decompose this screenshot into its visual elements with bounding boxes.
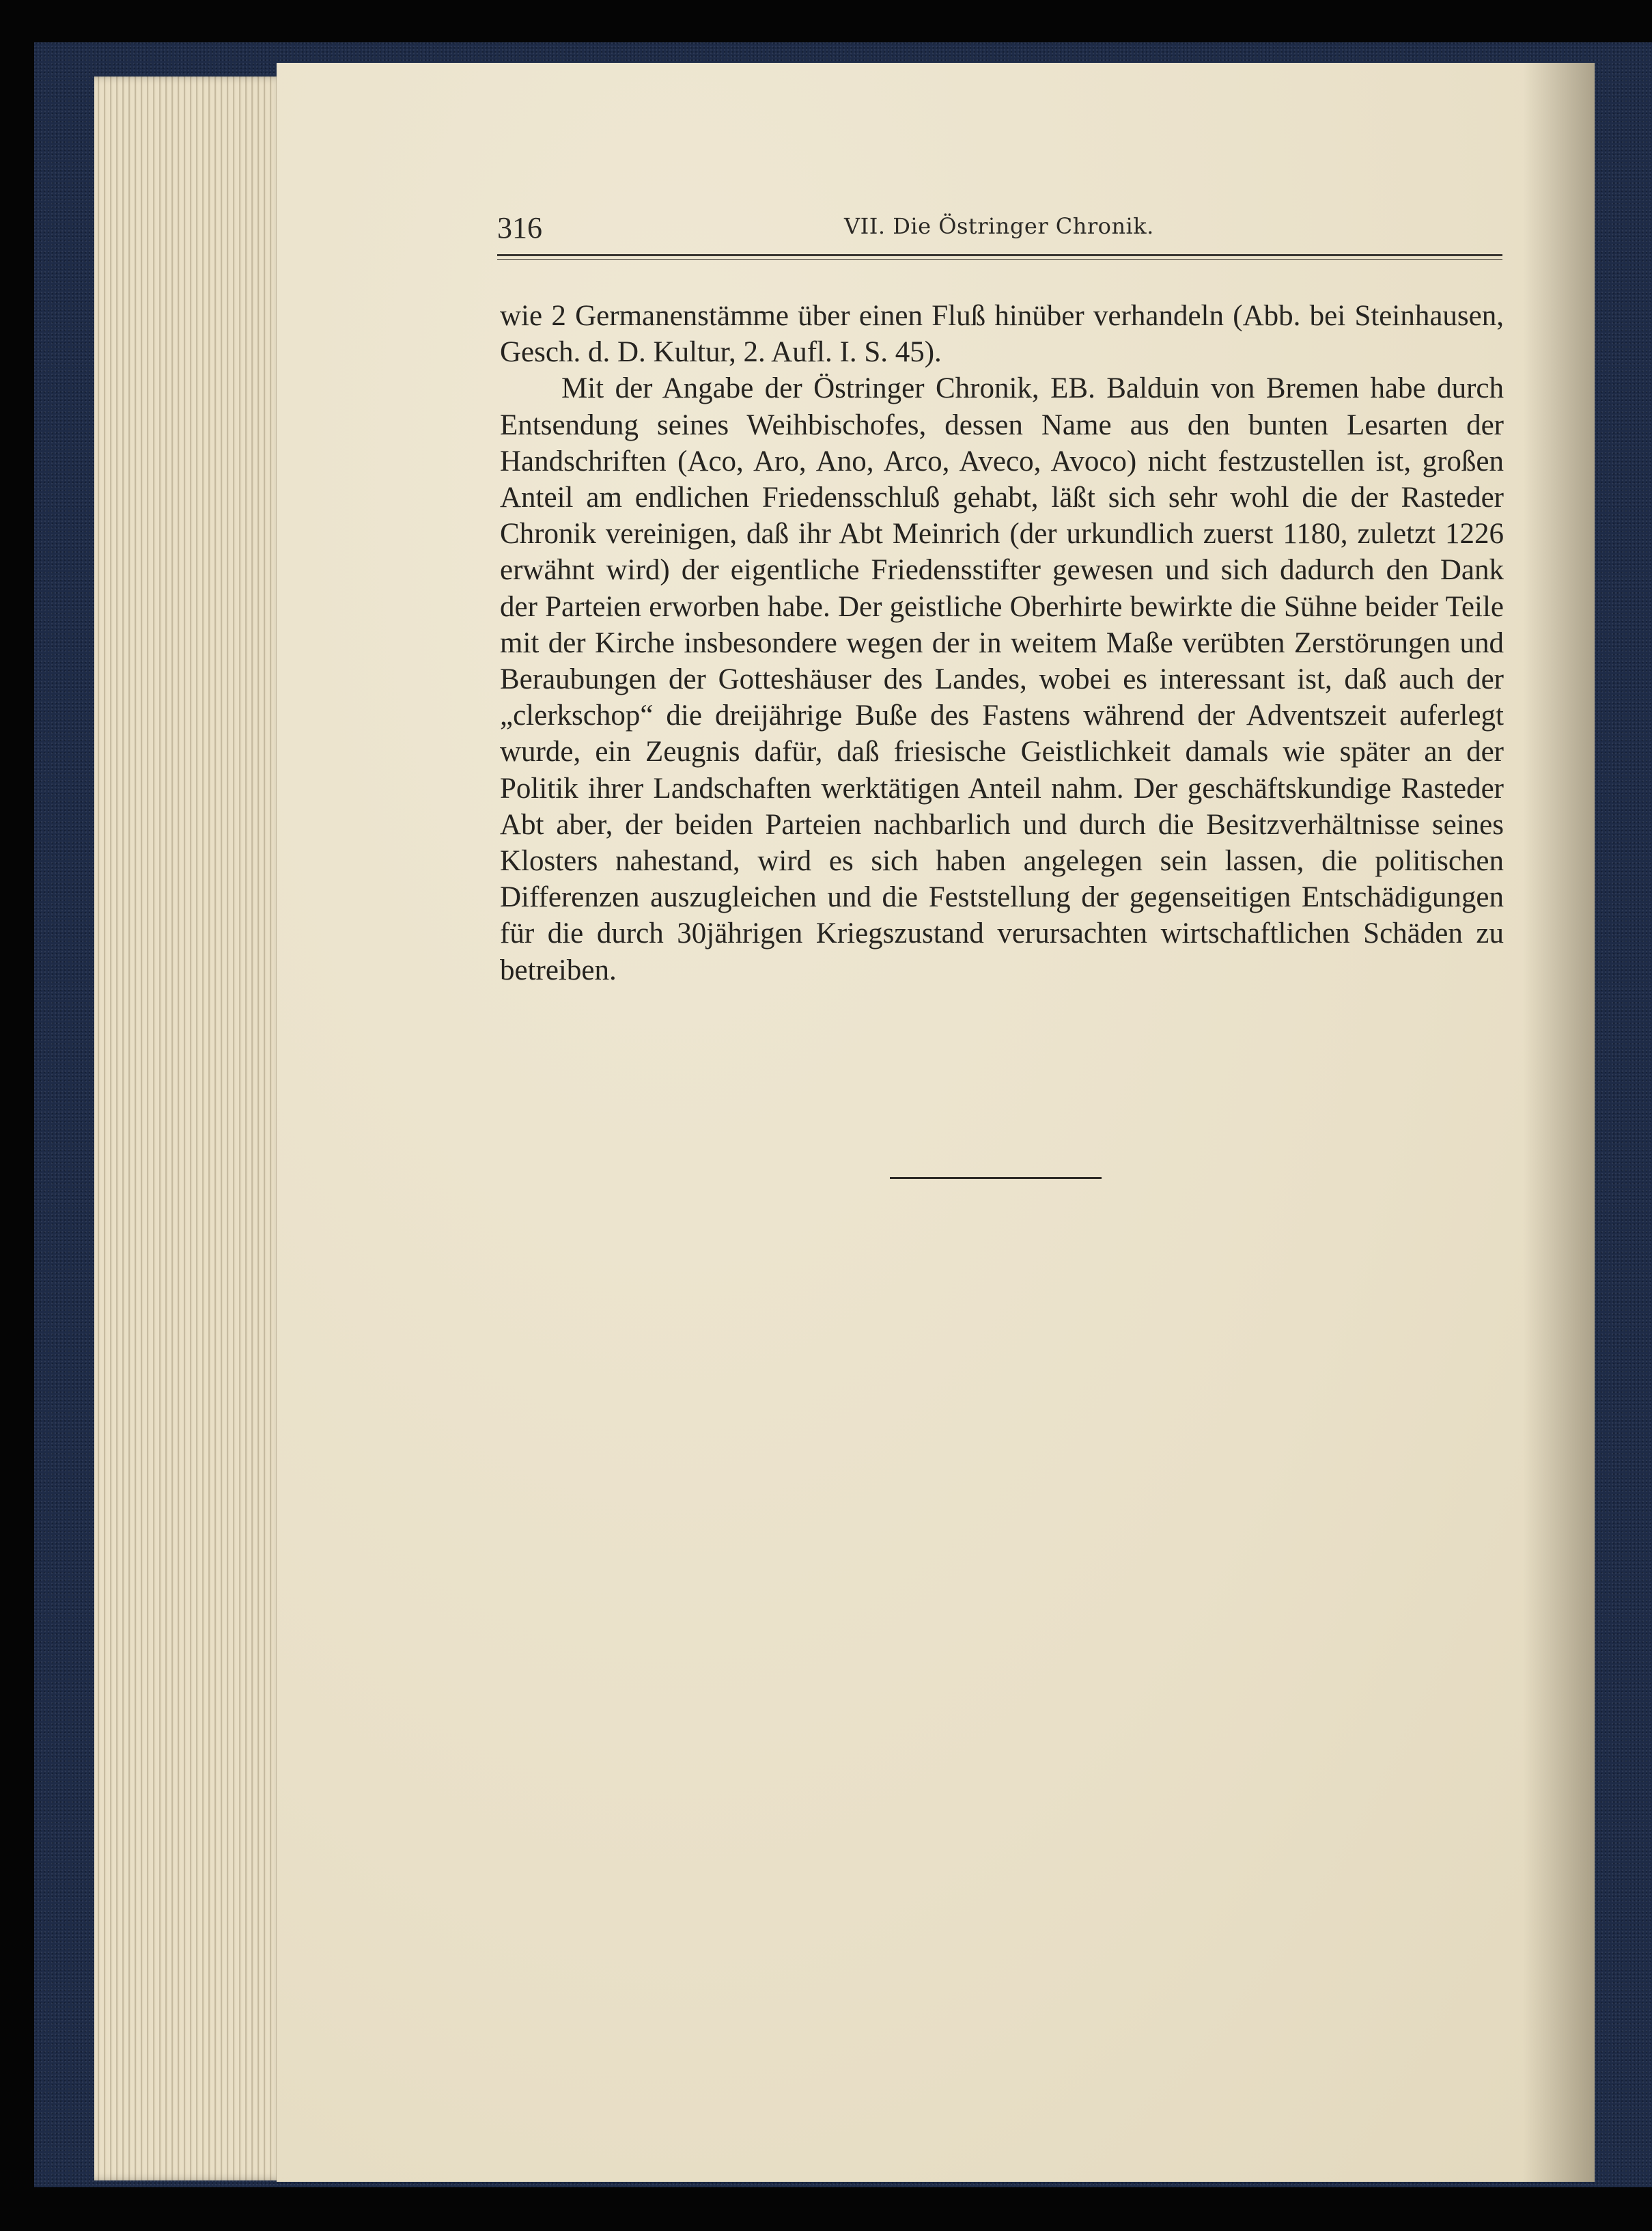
- page-header: [497, 205, 1502, 246]
- running-head: VII. Die Östringer Chronik.: [844, 213, 1154, 239]
- paragraph-2: Mit der Angabe der Östringer Chronik, EB. Balduin von Bremen habe durch Entsendung seines Weihbischofes, dessen Name aus den bunten Lesarten der Handschriften (Aco, Aro, Ano, Arco, Aveco, Avoco) nicht festzustellen ist, großen Anteil am endlichen Friedensschluß gehabt, läßt sich sehr wohl die der Rasteder Chronik vereinigen, daß ihr Abt Meinrich (der urkundlich zuerst 1180, zuletzt 1226 erwähnt wird) der eigentliche Friedensstifter gewesen und sich dadurch den Dank der Parteien erworben habe. Der geistliche Oberhirte bewirkte die Sühne beider Teile mit der Kirche insbesondere wegen der in weitem Maße verübten Zerstörungen und Beraubungen der Gotteshäuser des Landes, wobei es interessant ist, daß auch der „clerkschop“ die dreijährige Buße des Fastens während der Adventszeit auferlegt wurde, ein Zeugnis dafür, daß friesische Geistlichkeit damals wie später an der Politik ihrer Landschaften werktätigen Anteil nahm. Der geschäftskundige Rasteder Abt aber, der beiden Parteien nachbarlich und durch die Besitzverhältnisse seines Klosters nahestand, wird es sich haben angelegen sein lassen, die politischen Differenzen auszugleichen und die Feststellung der gegenseitigen Entschädigungen für die durch 30jährigen Kriegszustand verursachten wirtschaftlichen Schäden zu betreiben.: [500, 372, 1504, 986]
- paragraph-1: wie 2 Germanenstämme über einen Fluß hinüber verhandeln (Abb. bei Steinhausen, Gesch. d. D. Kultur, 2. Aufl. I. S. 45).: [500, 300, 1504, 369]
- body-text: [500, 298, 1504, 988]
- section-end-rule: [890, 1177, 1102, 1179]
- page-edges: [94, 77, 285, 2180]
- header-rule: [497, 254, 1502, 260]
- page-number: 316: [497, 211, 542, 245]
- gutter-shadow: [1523, 63, 1595, 2182]
